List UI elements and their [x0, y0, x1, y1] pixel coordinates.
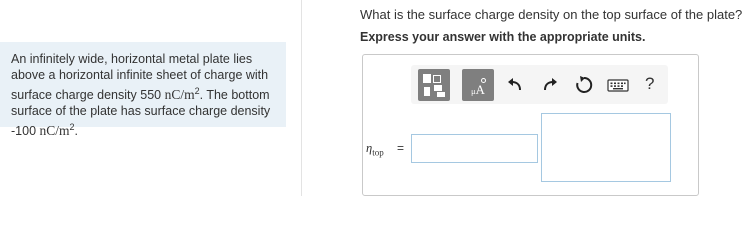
- unit-exponent: 2: [69, 122, 75, 133]
- problem-text: . The bottom surface of the plate has surface charge density -100: [11, 88, 271, 139]
- answer-variable-label: [366, 141, 384, 158]
- question-text: What is the surface charge density on the top surface of the plate?: [360, 7, 742, 22]
- problem-text: .: [74, 124, 79, 139]
- problem-statement: [0, 42, 286, 139]
- problem-text: An infinitely wide, horizontal metal plate lies above a horizontal infinite sheet of charge with surface charge density 550: [11, 52, 269, 103]
- unit-math: nC/m: [164, 87, 195, 103]
- variable-symbol: η: [366, 141, 373, 155]
- variable-subscript: top: [372, 147, 384, 158]
- units-glyph-prefix: μ: [471, 87, 476, 96]
- undo-icon[interactable]: [505, 75, 525, 95]
- redo-icon[interactable]: [540, 75, 560, 95]
- units-input[interactable]: [541, 113, 671, 182]
- keyboard-icon[interactable]: [607, 75, 629, 95]
- units-button[interactable]: [462, 69, 494, 101]
- pane-divider: [301, 0, 302, 196]
- help-button[interactable]: ?: [645, 74, 655, 93]
- equals-sign: =: [397, 141, 405, 155]
- units-glyph: A: [475, 82, 485, 97]
- unit-math: nC/m: [39, 123, 70, 139]
- value-input[interactable]: [411, 134, 538, 163]
- reset-icon[interactable]: [574, 75, 594, 95]
- answer-instruction: Express your answer with the appropriate units.: [360, 30, 646, 44]
- templates-button[interactable]: [418, 69, 450, 101]
- unit-exponent: 2: [194, 86, 200, 96]
